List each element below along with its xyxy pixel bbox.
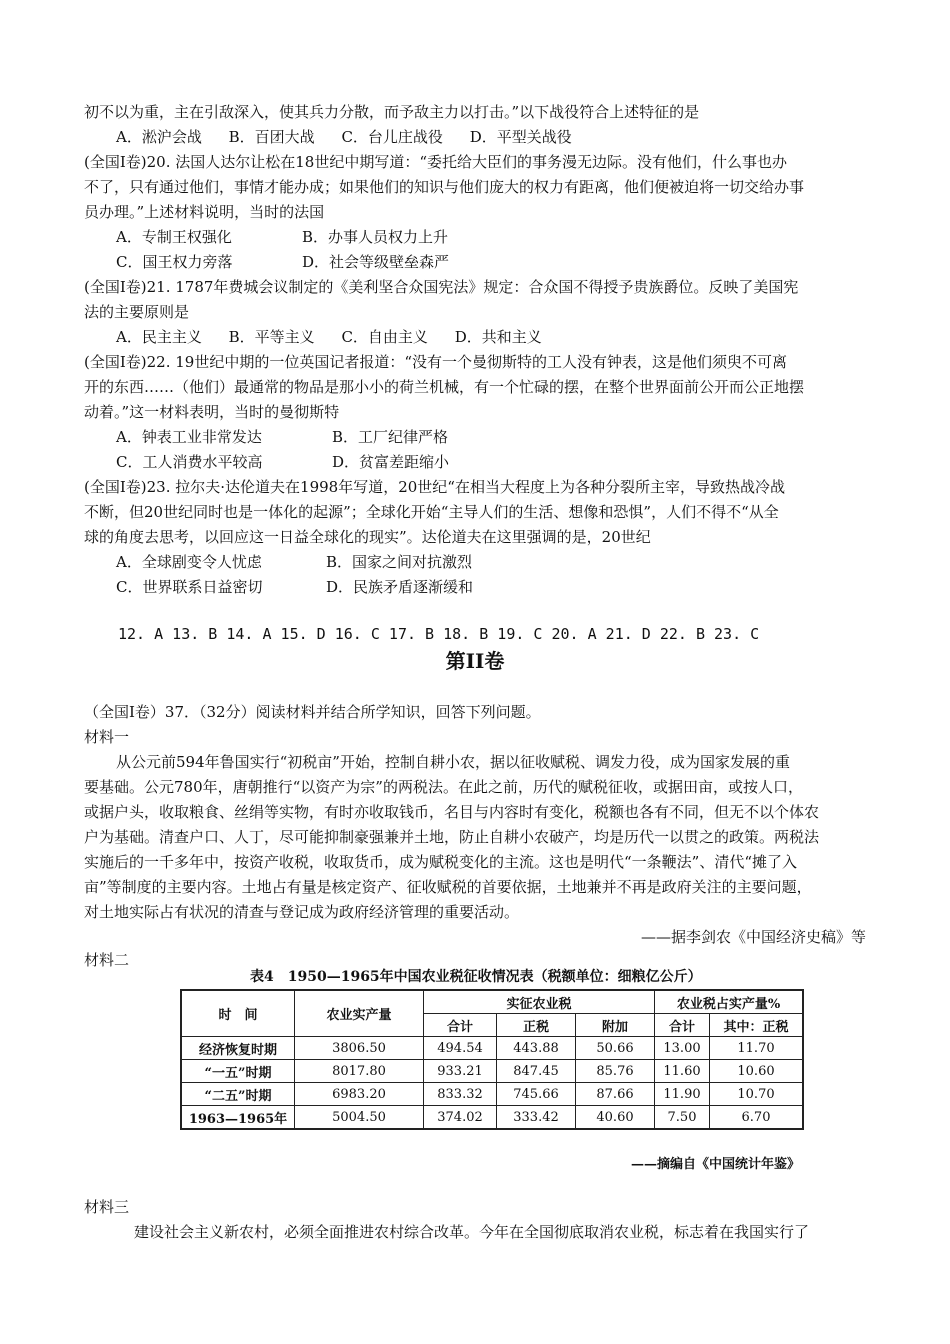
q20-option-d: D．社会等级壁垒森严 — [302, 253, 450, 271]
material-2-label: 材料二 — [84, 951, 130, 969]
cell-output: 5004.50 — [295, 1106, 424, 1130]
cell-period: 1963—1965年 — [181, 1106, 295, 1130]
q23-line-3: 球的角度去思考，以回应这一日益全球化的现实”。达伦道夫在这里强调的是，20世纪 — [84, 528, 651, 546]
material-1-label: 材料一 — [84, 728, 130, 746]
cell-period: “二五”时期 — [181, 1083, 295, 1106]
q22-option-c: C．工人消费水平较高 — [116, 453, 263, 471]
cell-output: 3806.50 — [295, 1037, 424, 1060]
header-tax-total: 合计 — [424, 1014, 497, 1037]
table-row — [181, 1083, 803, 1106]
cell-total: 933.21 — [424, 1060, 497, 1083]
cell-main: 443.88 — [497, 1037, 576, 1060]
cell-total: 374.02 — [424, 1106, 497, 1130]
q22-options-row-1 — [116, 427, 448, 447]
cell-main: 745.66 — [497, 1083, 576, 1106]
cell-output: 8017.80 — [295, 1060, 424, 1083]
q21-option-d: D．共和主义 — [454, 328, 542, 346]
cell-ratio-total: 7.50 — [655, 1106, 710, 1130]
header-tax-main: 正税 — [497, 1014, 576, 1037]
table-header-row — [181, 990, 803, 1014]
material-1-line: 实施后的一千多年中，按资产收税，收取货币，成为赋税变化的主流。这也是明代“一条鞭法”、清代“摊了入 — [84, 853, 798, 871]
q20-line-2: 不了，只有通过他们，事情才能办成；如果他们的知识与他们庞大的权力有距离，他们便被迫将一切交给办事 — [84, 178, 805, 196]
q20-options-row-2 — [116, 252, 449, 272]
cell-main: 847.45 — [497, 1060, 576, 1083]
q22-option-d: D．贫富差距缩小 — [332, 453, 450, 471]
q21-option-a: A．民主主义 — [116, 328, 202, 346]
header-ratio-main: 其中：正税 — [710, 1014, 804, 1037]
q23-options-row-2 — [116, 577, 473, 597]
q21-line-1: (全国Ⅰ卷)21. 1787年费城会议制定的《美利坚合众国宪法》规定：合众国不得授予贵族爵位。反映了美国宪 — [84, 278, 799, 296]
cell-total: 833.32 — [424, 1083, 497, 1106]
q37-intro: （全国Ⅰ卷）37．（32分）阅读材料并结合所学知识，回答下列问题。 — [84, 703, 541, 721]
cell-ratio-total: 13.00 — [655, 1037, 710, 1060]
material-1-line: 户为基础。清查户口、人丁，尽可能抑制豪强兼并土地，防止自耕小农破产，均是历代一以贯之的政策。两税法 — [84, 828, 820, 846]
q19-options — [116, 127, 572, 147]
section-title: 第II卷 — [445, 649, 505, 673]
cell-extra: 50.66 — [576, 1037, 655, 1060]
q20-line-1: (全国Ⅰ卷)20. 法国人达尔让松在18世纪中期写道：“委托给大臣们的事务漫无边际。没有他们，什么事也办 — [84, 153, 788, 171]
q19-option-c: C．台儿庄战役 — [341, 128, 443, 146]
q22-line-3: 动着。”这一材料表明，当时的曼彻斯特 — [84, 403, 340, 421]
material-1-line: 或据户头，收取粮食、丝绢等实物，有时亦收取钱币，名目与内容时有变化，税额也各有不同，但无不以个体农 — [84, 803, 820, 821]
q20-option-b: B．办事人员权力上升 — [302, 228, 449, 246]
q19-option-d: D．平型关战役 — [469, 128, 572, 146]
q23-option-d: D．民族矛盾逐渐缓和 — [326, 578, 474, 596]
q19-stem: 初不以为重，主在引敌深入，使其兵力分散，而予敌主力以打击。”以下战役符合上述特征的是 — [84, 103, 700, 121]
q22-line-1: (全国Ⅰ卷)22. 19世纪中期的一位英国记者报道：“没有一个曼彻斯特的工人没有钟表，这是他们须臾不可离 — [84, 353, 788, 371]
header-time: 时 间 — [181, 990, 295, 1037]
header-tax-extra: 附加 — [576, 1014, 655, 1037]
cell-period: 经济恢复时期 — [181, 1037, 295, 1060]
material-1-source: ——据李剑农《中国经济史稿》等 — [640, 928, 866, 946]
q23-line-1: (全国Ⅰ卷)23. 拉尔夫·达伦道夫在1998年写道，20世纪“在相当大程度上为各种分裂所主宰，导致热战冷战 — [84, 478, 785, 496]
cell-output: 6983.20 — [295, 1083, 424, 1106]
q21-options — [116, 327, 542, 347]
material-1-line: 从公元前594年鲁国实行“初税亩”开始，控制自耕小农，据以征收赋税、调发力役，成为国家发展的重 — [116, 753, 790, 771]
cell-ratio-total: 11.90 — [655, 1083, 710, 1106]
q23-option-a: A．全球剧变令人忧虑 — [116, 553, 262, 571]
cell-period: “一五”时期 — [181, 1060, 295, 1083]
table-row — [181, 1060, 803, 1083]
header-tax: 实征农业税 — [424, 990, 655, 1014]
cell-total: 494.54 — [424, 1037, 497, 1060]
cell-extra: 85.76 — [576, 1060, 655, 1083]
material-1-line: 亩”等制度的主要内容。土地占有量是核定资产、征收赋税的首要依据，土地兼并不再是政府关注的主要问题， — [84, 878, 812, 896]
answer-key: 12. A 13. B 14. A 15. D 16. C 17. B 18. B 19. C 20. A 21. D 22. B 23. C — [118, 625, 760, 643]
cell-ratio-total: 11.60 — [655, 1060, 710, 1083]
material-1-line: 要基础。公元780年，唐朝推行“以资产为宗”的两税法。在此之前，历代的赋税征收，或据田亩，或按人口， — [84, 778, 803, 796]
cell-ratio-main: 10.60 — [710, 1060, 804, 1083]
cell-ratio-main: 11.70 — [710, 1037, 804, 1060]
q23-option-c: C．世界联系日益密切 — [116, 578, 263, 596]
cell-extra: 40.60 — [576, 1106, 655, 1130]
table-source: ——摘编自《中国统计年鉴》 — [630, 1157, 800, 1172]
q20-line-3: 员办理。”上述材料说明，当时的法国 — [84, 203, 325, 221]
q19-option-a: A．淞沪会战 — [116, 128, 202, 146]
table-row — [181, 1106, 803, 1130]
q19-option-b: B．百团大战 — [228, 128, 315, 146]
cell-extra: 87.66 — [576, 1083, 655, 1106]
header-output: 农业实产量 — [295, 990, 424, 1037]
q23-options-row-1 — [116, 552, 472, 572]
material-1-line: 对土地实际占有状况的清查与登记成为政府经济管理的重要活动。 — [84, 903, 520, 921]
q22-options-row-2 — [116, 452, 449, 472]
q20-options-row-1 — [116, 227, 448, 247]
header-ratio: 农业税占实产量% — [655, 990, 804, 1014]
q23-line-2: 不断，但20世纪同时也是一体化的起源”；全球化开始“主导人们的生活、想像和恐惧”，人们不得不“从全 — [84, 503, 779, 521]
q21-option-b: B．平等主义 — [228, 328, 315, 346]
material-3-line: 建设社会主义新农村，必须全面推进农村综合改革。今年在全国彻底取消农业税，标志着在我国实行了 — [134, 1223, 810, 1241]
q23-option-b: B．国家之间对抗激烈 — [326, 553, 473, 571]
q21-option-c: C．自由主义 — [341, 328, 428, 346]
q22-option-a: A．钟表工业非常发达 — [116, 428, 262, 446]
table-caption: 表4 1950—1965年中国农业税征收情况表（税额单位：细粮亿公斤） — [250, 969, 702, 985]
q22-option-b: B．工厂纪律严格 — [332, 428, 449, 446]
cell-main: 333.42 — [497, 1106, 576, 1130]
q20-option-c: C．国王权力旁落 — [116, 253, 233, 271]
q20-option-a: A．专制王权强化 — [116, 228, 232, 246]
cell-ratio-main: 6.70 — [710, 1106, 804, 1130]
header-ratio-total: 合计 — [655, 1014, 710, 1037]
q22-line-2: 开的东西……（他们）最通常的物品是那小小的荷兰机械，有一个忙碌的摆，在整个世界面前公开而公正地摆 — [84, 378, 805, 396]
agricultural-tax-table — [180, 989, 804, 1130]
table-row — [181, 1037, 803, 1060]
q21-line-2: 法的主要原则是 — [84, 303, 190, 321]
material-3-label: 材料三 — [84, 1198, 130, 1216]
cell-ratio-main: 10.70 — [710, 1083, 804, 1106]
